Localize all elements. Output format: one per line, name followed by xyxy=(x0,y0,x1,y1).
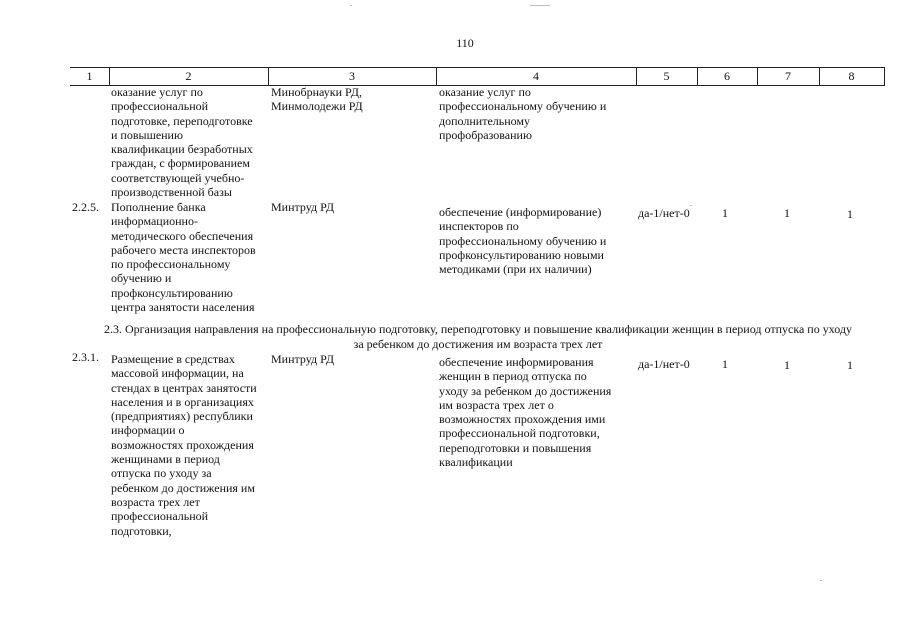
column-header-2: 2 xyxy=(185,69,192,83)
scan-speck xyxy=(820,580,822,581)
scan-speck xyxy=(350,5,352,6)
section-heading xyxy=(72,322,884,352)
column-header-5: 5 xyxy=(663,69,670,83)
executor: Минтруд РД xyxy=(271,200,335,214)
item-number: 2.2.5. xyxy=(72,200,99,214)
section-heading-line: 2.3. Организация направления на профессиональную подготовку, переподготовку и повышение квалификации женщин в период отпуска по уходу xyxy=(103,322,853,336)
expected-result: обеспечение информирования женщин в период отпуска по уходу за ребенком до достижения им возраста трех лет о возможностях прохождения ими профессиональной подготовки, переподготовки и повышения квалификации xyxy=(439,355,612,470)
executor: Минтруд РД xyxy=(271,352,335,366)
measure-name: Размещение в средствах массовой информации, на стендах в центрах занятости населения и в организациях (предприятиях) республики информации о возможностях прохождения женщинами в период отпуска по уходу за ребенком до достижения им возраста трех лет профессиональной подготовки, xyxy=(111,352,257,538)
item-number: 2.3.1. xyxy=(72,350,99,364)
executor: Минобрнауки РД, Минмолодежи РД xyxy=(271,85,363,114)
page-number: 110 xyxy=(456,36,474,50)
column-header-8: 8 xyxy=(848,69,855,83)
column-header-7: 7 xyxy=(785,69,791,83)
indicator: да-1/нет-0 xyxy=(638,206,690,220)
value-col8: 1 xyxy=(847,207,853,221)
scan-speck xyxy=(530,5,550,6)
measure-name: оказание услуг по профессиональной подготовке, переподготовке и повышению квалификации безработных граждан, с формированием соответствующей учебно- производственной базы xyxy=(111,85,253,200)
expected-result: оказание услуг по профессиональному обучению и дополнительному профобразованию xyxy=(439,85,607,142)
column-header-3: 3 xyxy=(349,69,355,83)
column-header-1: 1 xyxy=(86,69,93,83)
value-col8: 1 xyxy=(847,358,853,372)
expected-result: обеспечение (информирование) инспекторов по профессиональному обучению и профконсультированию новыми методиками (при их наличии) xyxy=(439,205,607,277)
section-heading-line: за ребенком до достижения им возраста трех лет xyxy=(353,337,603,351)
value-col7: 1 xyxy=(784,358,790,372)
header-divider xyxy=(884,67,885,85)
column-header-4: 4 xyxy=(533,69,539,83)
value-col7: 1 xyxy=(784,206,790,220)
value-col6: 1 xyxy=(722,357,728,371)
measure-name: Пополнение банка информационно- методического обеспечения рабочего места инспекторов по профессиональному обучению и профконсультированию центра занятости населения xyxy=(111,200,256,315)
column-header-6: 6 xyxy=(724,69,730,83)
indicator: да-1/нет-0 xyxy=(638,357,690,371)
value-col6: 1 xyxy=(722,206,728,220)
scan-speck xyxy=(690,205,692,206)
